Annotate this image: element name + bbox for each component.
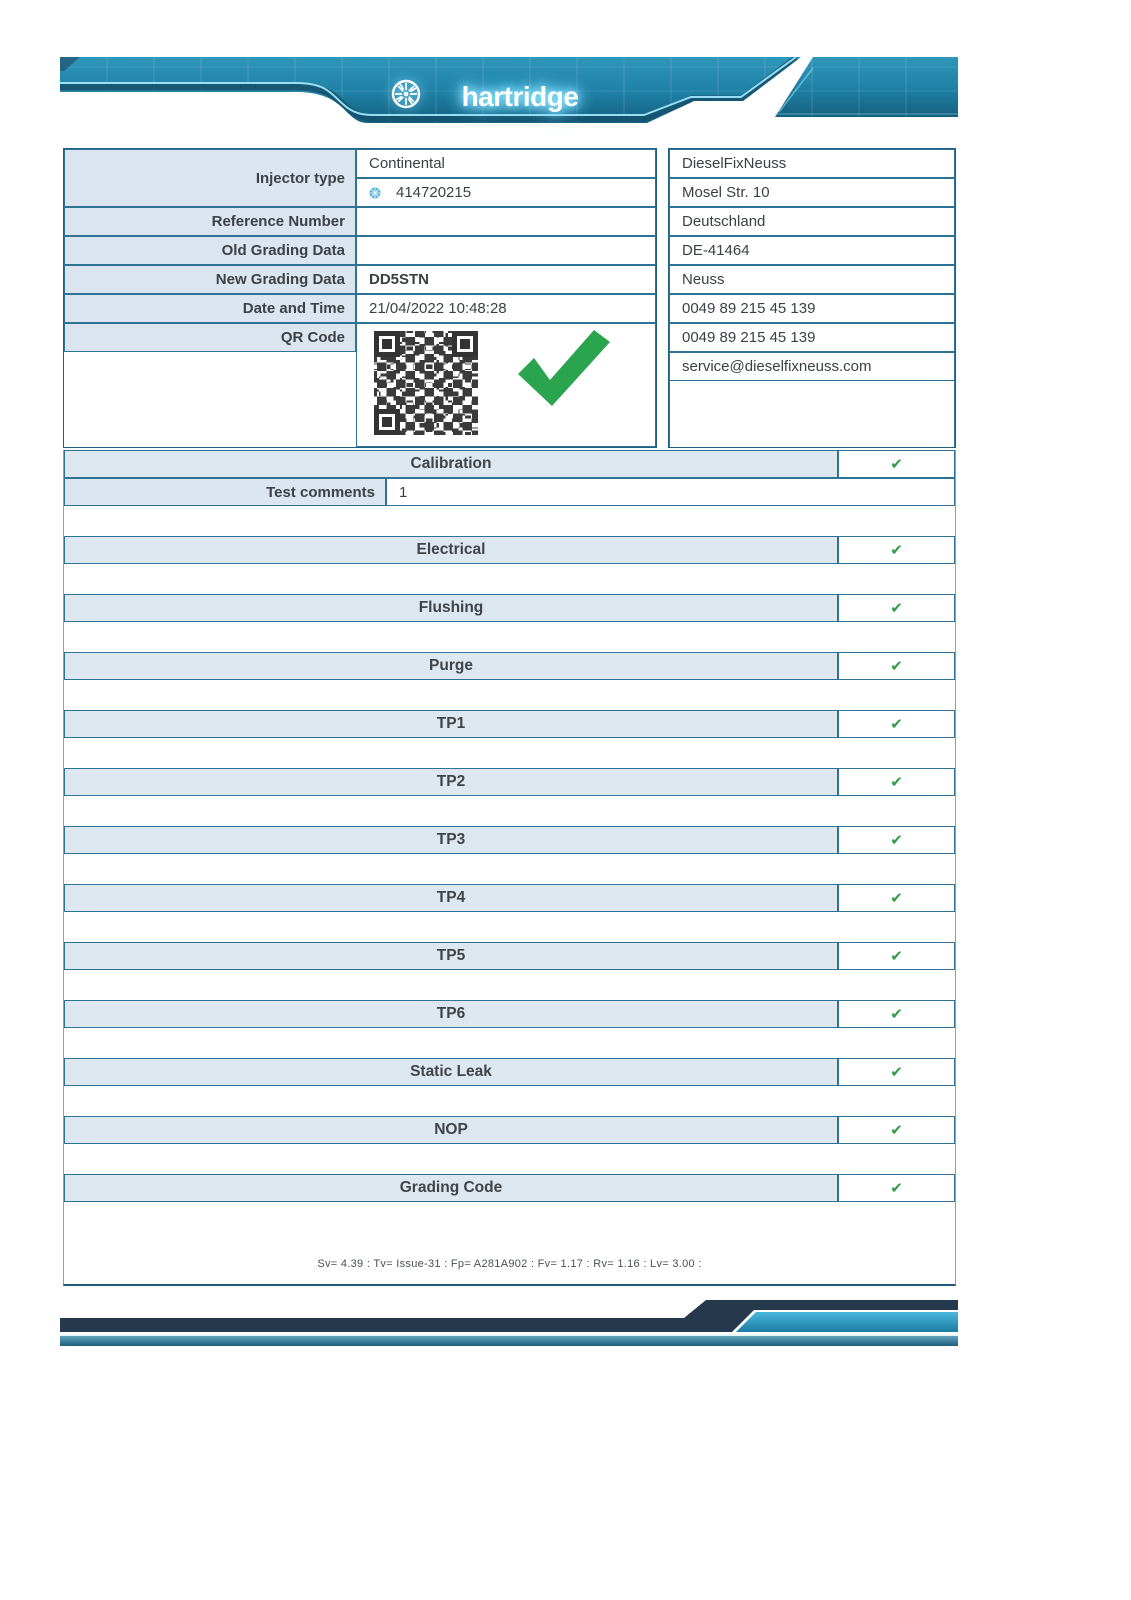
spacer-row bbox=[64, 564, 955, 594]
section-label: Flushing bbox=[64, 594, 838, 622]
header-banner bbox=[60, 53, 958, 125]
pass-check-icon: ✔ bbox=[890, 1064, 903, 1081]
injector-number-cell bbox=[356, 178, 656, 207]
footer-banner bbox=[60, 1298, 958, 1348]
section-row bbox=[64, 1174, 955, 1202]
section-row bbox=[64, 594, 955, 622]
section-check-cell bbox=[838, 1116, 955, 1144]
qr-code-image bbox=[374, 331, 478, 435]
pass-check-icon: ✔ bbox=[890, 774, 903, 791]
spacer-row bbox=[64, 680, 955, 710]
version-info-line: Sv= 4.39 : Tv= Issue-31 : Fp= A281A902 : Fv= 1.17 : Rv= 1.16 : Lv= 3.00 : bbox=[317, 1258, 702, 1270]
qr-finder-icon bbox=[452, 331, 478, 357]
section-check-cell bbox=[838, 1058, 955, 1086]
section-check-cell bbox=[838, 942, 955, 970]
spacer-row bbox=[64, 854, 955, 884]
pass-check-icon: ✔ bbox=[890, 1006, 903, 1023]
pass-check-icon: ✔ bbox=[890, 948, 903, 965]
pass-check-icon: ✔ bbox=[890, 716, 903, 733]
qr-finder-icon bbox=[374, 331, 400, 357]
section-row bbox=[64, 1058, 955, 1086]
pass-check-icon: ✔ bbox=[890, 1180, 903, 1197]
section-label: Purge bbox=[64, 652, 838, 680]
section-label: TP2 bbox=[64, 768, 838, 796]
section-label: TP4 bbox=[64, 884, 838, 912]
sections-host bbox=[64, 536, 955, 1232]
section-check-cell bbox=[838, 450, 955, 478]
section-check-cell bbox=[838, 1000, 955, 1028]
date-time-label: Date and Time bbox=[64, 294, 356, 323]
reference-number-label: Reference Number bbox=[64, 207, 356, 236]
old-grading-label: Old Grading Data bbox=[64, 236, 356, 265]
section-row bbox=[64, 1116, 955, 1144]
section-row bbox=[64, 826, 955, 854]
section-label: TP5 bbox=[64, 942, 838, 970]
section-check-cell bbox=[838, 884, 955, 912]
test-results-table bbox=[63, 450, 956, 1286]
hartridge-logo bbox=[390, 78, 650, 116]
section-row bbox=[64, 536, 955, 564]
section-row bbox=[64, 884, 955, 912]
empty-cell bbox=[669, 381, 955, 447]
address-line: Neuss bbox=[669, 265, 955, 294]
section-check-cell bbox=[838, 710, 955, 738]
pass-check-icon: ✔ bbox=[890, 600, 903, 617]
address-line: 0049 89 215 45 139 bbox=[669, 294, 955, 323]
qr-finder-icon bbox=[374, 409, 400, 435]
spacer-row bbox=[64, 1144, 955, 1174]
reference-number-value bbox=[356, 207, 656, 236]
empty-cell bbox=[64, 352, 356, 447]
spacer-row bbox=[64, 1028, 955, 1058]
pass-check-icon: ✔ bbox=[890, 658, 903, 675]
injector-bullet-icon bbox=[369, 187, 381, 199]
injector-type-label: Injector type bbox=[64, 149, 356, 207]
spacer-row bbox=[64, 622, 955, 652]
spacer-row bbox=[64, 970, 955, 1000]
pass-check-icon: ✔ bbox=[890, 542, 903, 559]
section-check-cell bbox=[838, 594, 955, 622]
section-label: Calibration bbox=[64, 450, 838, 478]
pass-check-icon: ✔ bbox=[890, 890, 903, 907]
spacer-row bbox=[64, 912, 955, 942]
old-grading-value bbox=[356, 236, 656, 265]
new-grading-value: DD5STN bbox=[356, 265, 656, 294]
spacer-row bbox=[64, 506, 955, 536]
spacer-row bbox=[64, 796, 955, 826]
section-row bbox=[64, 710, 955, 738]
logo-text: hartridge bbox=[461, 81, 579, 112]
address-line: Deutschland bbox=[669, 207, 955, 236]
new-grading-label: New Grading Data bbox=[64, 265, 356, 294]
section-row bbox=[64, 652, 955, 680]
section-label: NOP bbox=[64, 1116, 838, 1144]
section-label: Electrical bbox=[64, 536, 838, 564]
section-label: Grading Code bbox=[64, 1174, 838, 1202]
pass-check-icon: ✔ bbox=[890, 1122, 903, 1139]
address-line: Mosel Str. 10 bbox=[669, 178, 955, 207]
qr-code-label: QR Code bbox=[64, 323, 356, 352]
date-time-value: 21/04/2022 10:48:28 bbox=[356, 294, 656, 323]
address-line: DieselFixNeuss bbox=[669, 149, 955, 178]
address-line: service@dieselfixneuss.com bbox=[669, 352, 955, 381]
pass-check-icon: ✔ bbox=[890, 456, 903, 473]
section-row bbox=[64, 1000, 955, 1028]
section-label: Static Leak bbox=[64, 1058, 838, 1086]
section-check-cell bbox=[838, 1174, 955, 1202]
test-comments-value: 1 bbox=[386, 478, 955, 506]
section-row bbox=[64, 768, 955, 796]
address-line: 0049 89 215 45 139 bbox=[669, 323, 955, 352]
section-check-cell bbox=[838, 826, 955, 854]
spacer-row bbox=[64, 738, 955, 768]
footer-banner-graphic bbox=[60, 1298, 958, 1348]
hartridge-wheel-icon bbox=[390, 78, 422, 110]
spacer-row bbox=[64, 1202, 955, 1232]
section-row bbox=[64, 942, 955, 970]
qr-valid-check-icon bbox=[512, 328, 614, 408]
section-label: TP3 bbox=[64, 826, 838, 854]
section-label: TP1 bbox=[64, 710, 838, 738]
test-comments-row bbox=[64, 478, 955, 506]
spacer-row bbox=[64, 1086, 955, 1116]
workshop-address-table bbox=[668, 148, 956, 448]
injector-make-value: Continental bbox=[356, 149, 656, 178]
address-line: DE-41464 bbox=[669, 236, 955, 265]
section-row-calibration bbox=[64, 450, 955, 478]
section-check-cell bbox=[838, 652, 955, 680]
test-comments-label: Test comments bbox=[64, 478, 386, 506]
section-check-cell bbox=[838, 768, 955, 796]
injector-number-value: 414720215 bbox=[396, 184, 472, 201]
pass-check-icon: ✔ bbox=[890, 832, 903, 849]
section-label: TP6 bbox=[64, 1000, 838, 1028]
section-check-cell bbox=[838, 536, 955, 564]
